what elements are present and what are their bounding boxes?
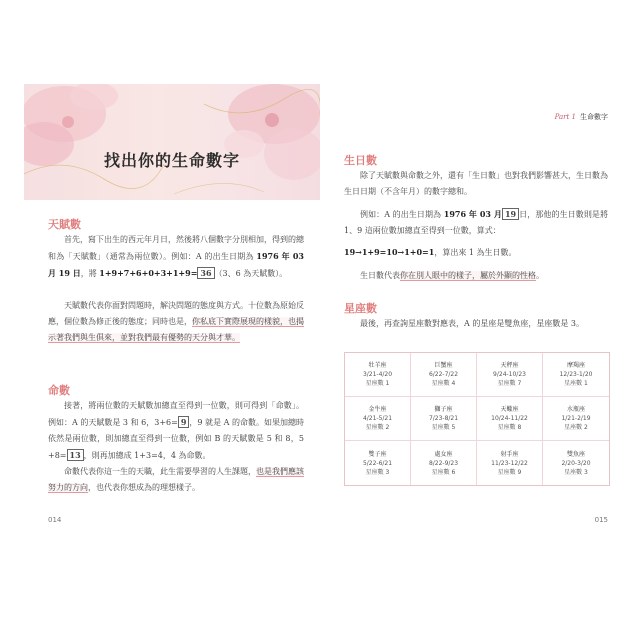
zodiac-cell [411,397,477,441]
zodiac-number: 星座數 3 [564,468,588,476]
zodiac-range: 11/23-12/22 [491,459,528,467]
zodiac-table [344,352,610,486]
running-head-title: 生命數字 [580,113,608,121]
text-run: 生日數代表 [360,271,400,280]
zodiac-cell [543,353,609,397]
zodiac-cell [477,397,543,441]
formula: 19→1+9=10→1+0=1 [344,247,435,257]
boxed-number: 36 [197,267,214,279]
zodiac-name: 金牛座 [368,406,387,413]
life-heading: 命數 [48,384,70,397]
zodiac-name: 水瓶座 [566,406,585,413]
zodiac-name: 巨蟹座 [434,362,453,369]
text-run: （3、6 為天賦數）。 [214,269,288,278]
zodiac-range: 1/21-2/19 [561,415,591,422]
zodiac-paragraph [344,316,608,332]
zodiac-number: 星座數 1 [365,380,390,387]
highlighted-text: 你在別人眼中的樣子，屬於外顯的性格 [400,271,536,280]
zodiac-number: 星座數 1 [564,380,588,387]
floral-illustration [24,84,320,200]
text-run: 日，那他的生日數則是將 1、9 這兩位數加總直至得到一位數，算式： [344,210,608,235]
talent-paragraph-1 [48,232,304,282]
zodiac-number: 星座數 2 [365,424,390,431]
floral-banner [24,84,320,200]
birthday-formula [344,244,608,261]
page-title: 找出你的生命數字 [103,151,240,170]
zodiac-number: 星座數 2 [564,424,588,431]
left-page [24,84,320,532]
zodiac-range: 3/21-4/20 [362,371,393,378]
talent-paragraph-2 [48,298,304,346]
zodiac-range: 2/20-3/20 [561,459,591,467]
text-run: ，算出來 1 為生日數。 [434,248,517,257]
talent-heading: 天賦數 [48,218,81,231]
text-run: 命數代表你這一生的天職，此生需要學習的人生課題， [64,467,256,476]
zodiac-name: 雙子座 [368,450,387,458]
zodiac-number: 星座數 4 [431,380,456,387]
zodiac-range: 10/24-11/22 [491,415,528,422]
birthday-heading: 生日數 [344,154,377,167]
zodiac-range: 6/22-7/22 [428,371,459,378]
text-run: 。 [536,271,544,280]
zodiac-range: 12/23-1/20 [559,371,593,378]
zodiac-name: 雙魚座 [566,450,585,458]
text-run: 接著，將兩位數的天賦數加總直至得到一位數，則可得到「命數」。例如：A 的天賦數是 3 和 6，3+6= [48,401,304,427]
zodiac-name: 射手座 [500,450,519,458]
date-text: 1976 年 03 月 19 日 [48,251,304,278]
book-spread [24,84,616,532]
zodiac-cell [543,441,609,485]
life-paragraph-1 [48,398,304,464]
zodiac-range: 4/21-5/21 [362,415,393,422]
highlighted-text: 也是我們應該努力的方向 [48,467,304,492]
running-head-part: Part 1 [554,113,576,121]
zodiac-number: 星座數 9 [497,468,522,476]
zodiac-name: 摩羯座 [566,362,585,369]
text-run: 最後，再查詢星座數對應表，A 的星座是雙魚座，星座數是 3。 [360,319,584,328]
zodiac-range: 8/22-9/23 [428,459,459,467]
zodiac-number: 星座數 5 [431,424,456,431]
zodiac-range: 5/22-6/21 [362,459,393,467]
zodiac-heading: 星座數 [344,302,377,315]
birthday-paragraph-1 [344,168,608,200]
zodiac-range: 7/23-8/21 [428,415,459,422]
zodiac-name: 獅子座 [434,406,453,413]
text-run: ，將 [80,269,100,278]
birthday-paragraph-3 [344,268,608,284]
birthday-paragraph-2 [344,206,608,239]
text-run: 例如：A 的出生日期為 [360,210,444,219]
zodiac-cell [477,353,543,397]
zodiac-cell [477,441,543,485]
page-number-right: 015 [594,516,608,524]
text-run: 首先，寫下出生的西元年月日，然後將八個數字分別相加，得到的總和為「天賦數」（通常為兩位數）。例如：A 的出生日期為 [48,235,304,261]
highlighted-text: 你私底下實際展現的樣貌，也揭示著我們與生俱來，並對我們最有優勢的天分與才華。 [48,317,304,342]
zodiac-name: 處女座 [434,450,453,458]
text-run: ，則再加總成 1+3=4，4 為命數。 [83,451,211,460]
zodiac-range: 9/24-10/23 [493,371,526,378]
running-head [555,112,608,122]
zodiac-cell [411,353,477,397]
right-page [328,84,616,532]
zodiac-cell [345,441,411,485]
date-text: 1976 年 03 月 [443,209,502,219]
zodiac-name: 天蠍座 [500,406,519,413]
text-run: ，也代表你想成為的理想樣子。 [88,483,200,492]
zodiac-name: 牡羊座 [368,362,387,369]
boxed-number: 13 [67,449,84,461]
life-paragraph-2 [48,464,304,496]
zodiac-cell [543,397,609,441]
zodiac-name: 天秤座 [500,362,519,369]
zodiac-number: 星座數 8 [497,424,522,431]
boxed-number: 9 [178,416,190,428]
zodiac-number: 星座數 7 [497,380,522,387]
zodiac-number: 星座數 3 [365,468,390,476]
text-run: 天賦數代表你面對問題時，解決問題的態度與方式。十位數為原始反應，個位數為修正後的態度；同時也是， [48,301,304,326]
page-number-left: 014 [48,516,62,524]
zodiac-cell [411,441,477,485]
zodiac-cell [345,397,411,441]
zodiac-number: 星座數 6 [431,468,456,476]
zodiac-cell [345,353,411,397]
text-run: 除了天賦數與命數之外，還有「生日數」也對我們影響甚大，生日數為生日日期（不含年月）的數字總和。 [344,171,608,196]
text-run: ，9 就是 A 的命數。如果加總時依然是兩位數，則加總直至得到一位數，例如 B 的天賦數是 5 和 8，5+8= [48,418,305,460]
sum-formula: 1+9+7+6+0+3+1+9= [99,268,198,278]
boxed-number: 19 [502,208,519,220]
